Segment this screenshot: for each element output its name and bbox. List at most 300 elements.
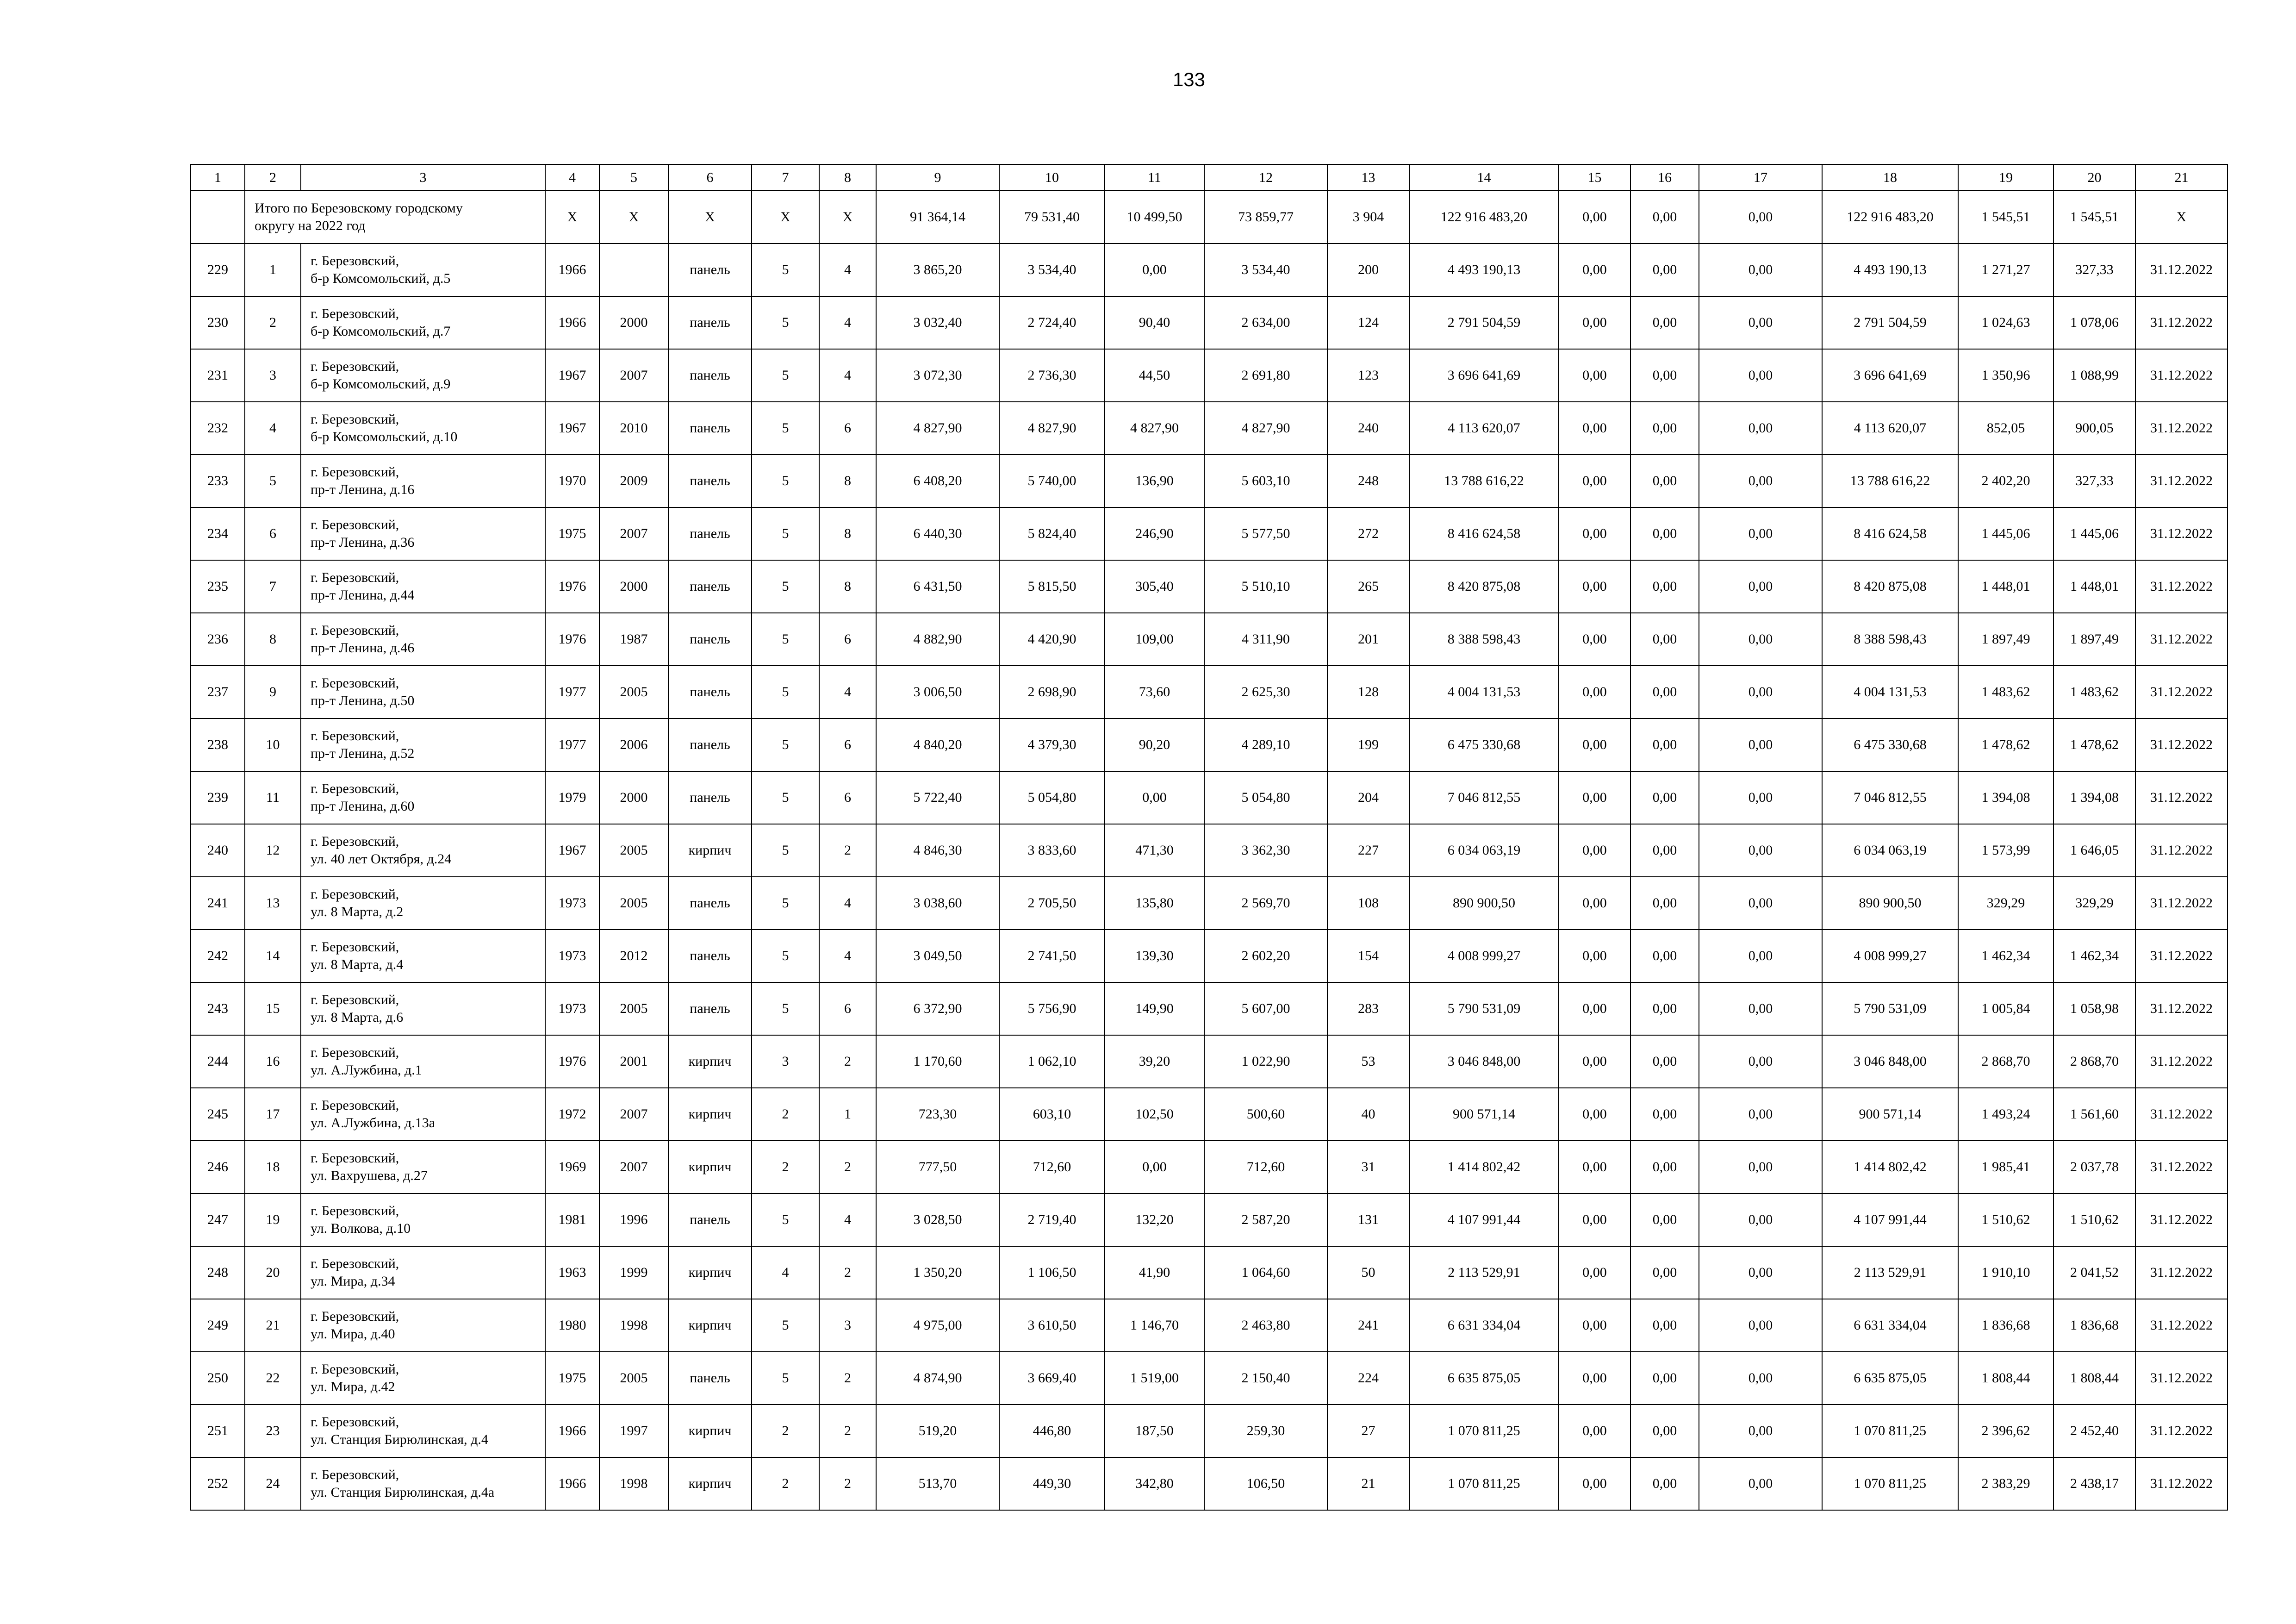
- address-street: ул. 40 лет Октября, д.24: [311, 851, 452, 867]
- table-cell: 852,05: [1958, 402, 2053, 455]
- table-cell: 4 107 991,44: [1822, 1193, 1958, 1246]
- address-city: г. Березовский,: [311, 623, 399, 638]
- column-header: 13: [1327, 164, 1409, 191]
- table-cell: 8 388 598,43: [1822, 613, 1958, 666]
- table-cell: 8: [819, 507, 876, 560]
- table-cell: 5 756,90: [999, 982, 1105, 1035]
- column-header: 8: [819, 164, 876, 191]
- table-cell: 890 900,50: [1409, 877, 1559, 930]
- address-city: г. Березовский,: [311, 1203, 399, 1218]
- table-cell: 1 350,96: [1958, 349, 2053, 402]
- table-cell: 0,00: [1559, 507, 1630, 560]
- table-cell: 1 493,24: [1958, 1088, 2053, 1141]
- table-cell: 204: [1327, 771, 1409, 824]
- table-cell: 5: [752, 718, 819, 771]
- table-row: [191, 666, 2228, 718]
- table-cell: 31.12.2022: [2135, 930, 2228, 982]
- table-cell: 154: [1327, 930, 1409, 982]
- address-cell: [301, 1193, 545, 1246]
- table-cell: 0,00: [1559, 296, 1630, 349]
- table-cell: 2 634,00: [1204, 296, 1327, 349]
- column-header: 9: [876, 164, 999, 191]
- table-cell: кирпич: [668, 1246, 752, 1299]
- table-cell: 3 669,40: [999, 1352, 1105, 1405]
- table-cell: 241: [1327, 1299, 1409, 1352]
- table-cell: 0,00: [1559, 666, 1630, 718]
- table-cell: 0,00: [1630, 244, 1699, 296]
- table-row: [191, 1299, 2228, 1352]
- table-cell: 2: [752, 1088, 819, 1141]
- table-cell: 0,00: [1105, 1141, 1204, 1193]
- table-cell: 1 022,90: [1204, 1035, 1327, 1088]
- table-cell: 3: [752, 1035, 819, 1088]
- row-number: 246: [191, 1141, 245, 1193]
- table-cell: 1 106,50: [999, 1246, 1105, 1299]
- table-cell: 2000: [599, 771, 668, 824]
- address-street: ул. 8 Марта, д.6: [311, 1010, 404, 1025]
- table-cell: 1 070 811,25: [1822, 1405, 1958, 1457]
- table-cell: панель: [668, 244, 752, 296]
- table-cell: 2 569,70: [1204, 877, 1327, 930]
- row-index: 2: [245, 296, 301, 349]
- total-label: [245, 191, 545, 244]
- address-cell: [301, 930, 545, 982]
- table-cell: 1966: [545, 1405, 599, 1457]
- table-cell: 1 448,01: [2053, 560, 2135, 613]
- table-cell: 1997: [599, 1405, 668, 1457]
- table-cell: 4: [819, 349, 876, 402]
- row-index: 22: [245, 1352, 301, 1405]
- page-number: 133: [1172, 69, 1206, 90]
- table-row: [191, 560, 2228, 613]
- table-cell: 0,00: [1699, 1457, 1822, 1510]
- table-cell: 1973: [545, 982, 599, 1035]
- table-cell: 2010: [599, 402, 668, 455]
- row-index: 20: [245, 1246, 301, 1299]
- table-cell: панель: [668, 402, 752, 455]
- row-number: 240: [191, 824, 245, 877]
- table-cell: 0,00: [1630, 718, 1699, 771]
- table-cell: 31.12.2022: [2135, 718, 2228, 771]
- table-cell: 5: [752, 349, 819, 402]
- address-city: г. Березовский,: [311, 464, 399, 480]
- address-city: г. Березовский,: [311, 1414, 399, 1430]
- table-cell: 4: [819, 666, 876, 718]
- table-cell: 0,00: [1559, 349, 1630, 402]
- table-cell: 123: [1327, 349, 1409, 402]
- address-street: пр-т Ленина, д.44: [311, 587, 415, 603]
- address-street: ул. Мира, д.40: [311, 1326, 395, 1342]
- address-street: пр-т Ленина, д.60: [311, 799, 415, 814]
- total-value: X: [2135, 191, 2228, 244]
- address-city: г. Березовский,: [311, 1098, 399, 1113]
- table-cell: 90,20: [1105, 718, 1204, 771]
- table-cell: 1 478,62: [1958, 718, 2053, 771]
- table-cell: панель: [668, 982, 752, 1035]
- table-cell: 342,80: [1105, 1457, 1204, 1510]
- table-cell: панель: [668, 930, 752, 982]
- table-cell: 31.12.2022: [2135, 666, 2228, 718]
- table-row: [191, 824, 2228, 877]
- table-cell: 1977: [545, 666, 599, 718]
- housing-table: [190, 164, 2228, 1511]
- row-number: 244: [191, 1035, 245, 1088]
- table-cell: 1 414 802,42: [1409, 1141, 1559, 1193]
- table-cell: 0,00: [1559, 560, 1630, 613]
- table-cell: 4 827,90: [876, 402, 999, 455]
- table-cell: 6: [819, 613, 876, 666]
- table-cell: 1 070 811,25: [1409, 1457, 1559, 1510]
- table-cell: [599, 244, 668, 296]
- table-cell: 0,00: [1630, 1246, 1699, 1299]
- table-cell: 0,00: [1559, 1352, 1630, 1405]
- table-cell: 6 440,30: [876, 507, 999, 560]
- table-cell: 1969: [545, 1141, 599, 1193]
- total-value: 1 545,51: [2053, 191, 2135, 244]
- table-cell: 1 445,06: [2053, 507, 2135, 560]
- total-value: X: [545, 191, 599, 244]
- table-cell: 5: [752, 244, 819, 296]
- table-cell: 2: [819, 1246, 876, 1299]
- table-cell: 5: [752, 824, 819, 877]
- row-number: 249: [191, 1299, 245, 1352]
- table-cell: панель: [668, 718, 752, 771]
- address-cell: [301, 1246, 545, 1299]
- table-cell: 1 271,27: [1958, 244, 2053, 296]
- table-cell: 4 827,90: [1204, 402, 1327, 455]
- table-cell: 2 041,52: [2053, 1246, 2135, 1299]
- table-cell: панель: [668, 507, 752, 560]
- table-cell: 199: [1327, 718, 1409, 771]
- table-cell: 5: [752, 877, 819, 930]
- table-cell: 8: [819, 560, 876, 613]
- table-row: [191, 613, 2228, 666]
- row-number: 245: [191, 1088, 245, 1141]
- row-index: 4: [245, 402, 301, 455]
- table-cell: 1 836,68: [2053, 1299, 2135, 1352]
- table-row: [191, 455, 2228, 507]
- table-cell: 4 289,10: [1204, 718, 1327, 771]
- table-cell: 1 897,49: [2053, 613, 2135, 666]
- table-cell: 5 054,80: [1204, 771, 1327, 824]
- row-number: 235: [191, 560, 245, 613]
- address-cell: [301, 244, 545, 296]
- table-cell: 3 534,40: [999, 244, 1105, 296]
- row-number: 233: [191, 455, 245, 507]
- address-street: ул. Станция Бирюлинская, д.4а: [311, 1485, 495, 1500]
- table-cell: 108: [1327, 877, 1409, 930]
- address-city: г. Березовский,: [311, 887, 399, 902]
- column-header: 11: [1105, 164, 1204, 191]
- table-row: [191, 1141, 2228, 1193]
- table-cell: 2 113 529,91: [1822, 1246, 1958, 1299]
- table-cell: 1973: [545, 877, 599, 930]
- row-number: 252: [191, 1457, 245, 1510]
- table-cell: 1 394,08: [1958, 771, 2053, 824]
- table-cell: 4: [819, 296, 876, 349]
- row-index: 17: [245, 1088, 301, 1141]
- table-cell: 0,00: [1630, 771, 1699, 824]
- row-number: 234: [191, 507, 245, 560]
- row-number: 247: [191, 1193, 245, 1246]
- table-cell: 31.12.2022: [2135, 771, 2228, 824]
- table-cell: панель: [668, 877, 752, 930]
- table-cell: 5 790 531,09: [1822, 982, 1958, 1035]
- address-cell: [301, 296, 545, 349]
- table-cell: 1970: [545, 455, 599, 507]
- table-cell: 0,00: [1559, 824, 1630, 877]
- table-cell: 0,00: [1630, 982, 1699, 1035]
- address-street: ул. Вахрушева, д.27: [311, 1168, 428, 1183]
- table-cell: кирпич: [668, 1457, 752, 1510]
- table-cell: 723,30: [876, 1088, 999, 1141]
- table-cell: 1 519,00: [1105, 1352, 1204, 1405]
- total-value: 73 859,77: [1204, 191, 1327, 244]
- total-value: 0,00: [1630, 191, 1699, 244]
- row-number: 250: [191, 1352, 245, 1405]
- address-street: пр-т Ленина, д.50: [311, 693, 415, 708]
- table-cell: 2 736,30: [999, 349, 1105, 402]
- table-cell: 0,00: [1559, 1405, 1630, 1457]
- table-cell: 1 910,10: [1958, 1246, 2053, 1299]
- table-cell: 0,00: [1559, 1193, 1630, 1246]
- table-cell: 1963: [545, 1246, 599, 1299]
- table-cell: 0,00: [1699, 1035, 1822, 1088]
- table-cell: 4 311,90: [1204, 613, 1327, 666]
- row-number: 232: [191, 402, 245, 455]
- row-number: 243: [191, 982, 245, 1035]
- table-row: [191, 402, 2228, 455]
- table-cell: 0,00: [1699, 455, 1822, 507]
- table-cell: 2000: [599, 560, 668, 613]
- table-cell: 8: [819, 455, 876, 507]
- table-cell: 44,50: [1105, 349, 1204, 402]
- row-index: 14: [245, 930, 301, 982]
- table-cell: 240: [1327, 402, 1409, 455]
- table-cell: 6: [819, 402, 876, 455]
- table-cell: 0,00: [1559, 771, 1630, 824]
- table-cell: 2 037,78: [2053, 1141, 2135, 1193]
- table-cell: 7 046 812,55: [1822, 771, 1958, 824]
- table-cell: панель: [668, 296, 752, 349]
- table-cell: 1987: [599, 613, 668, 666]
- row-index: 24: [245, 1457, 301, 1510]
- column-header: 19: [1958, 164, 2053, 191]
- table-cell: 31.12.2022: [2135, 1088, 2228, 1141]
- address-street: ул. Волкова, д.10: [311, 1221, 411, 1236]
- table-cell: 3 028,50: [876, 1193, 999, 1246]
- table-cell: 0,00: [1630, 1193, 1699, 1246]
- table-cell: 2: [819, 1141, 876, 1193]
- table-cell: панель: [668, 455, 752, 507]
- table-cell: 0,00: [1630, 1088, 1699, 1141]
- table-cell: 0,00: [1699, 296, 1822, 349]
- row-number: 230: [191, 296, 245, 349]
- table-cell: 712,60: [999, 1141, 1105, 1193]
- address-street: пр-т Ленина, д.16: [311, 482, 415, 497]
- table-cell: 106,50: [1204, 1457, 1327, 1510]
- table-cell: 2 113 529,91: [1409, 1246, 1559, 1299]
- table-cell: 1 394,08: [2053, 771, 2135, 824]
- table-cell: 5: [752, 1299, 819, 1352]
- row-index: 7: [245, 560, 301, 613]
- table-cell: 1 483,62: [2053, 666, 2135, 718]
- table-cell: 31.12.2022: [2135, 244, 2228, 296]
- table-cell: 4 008 999,27: [1822, 930, 1958, 982]
- row-index: 23: [245, 1405, 301, 1457]
- table-cell: 283: [1327, 982, 1409, 1035]
- table-cell: 6: [819, 718, 876, 771]
- table-cell: панель: [668, 666, 752, 718]
- table-cell: 31.12.2022: [2135, 507, 2228, 560]
- row-index: 18: [245, 1141, 301, 1193]
- table-cell: 8 420 875,08: [1822, 560, 1958, 613]
- total-value: 122 916 483,20: [1822, 191, 1958, 244]
- table-cell: 265: [1327, 560, 1409, 613]
- table-cell: 31.12.2022: [2135, 402, 2228, 455]
- table-cell: 2 396,62: [1958, 1405, 2053, 1457]
- table-cell: 3 072,30: [876, 349, 999, 402]
- address-street: ул. А.Лужбина, д.1: [311, 1062, 422, 1078]
- table-cell: 1972: [545, 1088, 599, 1141]
- row-index: 12: [245, 824, 301, 877]
- table-cell: 31.12.2022: [2135, 1246, 2228, 1299]
- table-cell: панель: [668, 560, 752, 613]
- table-cell: 1975: [545, 507, 599, 560]
- table-cell: 31.12.2022: [2135, 1352, 2228, 1405]
- table-cell: 2 719,40: [999, 1193, 1105, 1246]
- table-cell: 5: [752, 771, 819, 824]
- table-cell: 446,80: [999, 1405, 1105, 1457]
- table-cell: 3 006,50: [876, 666, 999, 718]
- table-cell: 31.12.2022: [2135, 982, 2228, 1035]
- table-cell: 5: [752, 507, 819, 560]
- table-cell: 4 493 190,13: [1409, 244, 1559, 296]
- table-cell: 5: [752, 1193, 819, 1246]
- row-number: 251: [191, 1405, 245, 1457]
- table-cell: 40: [1327, 1088, 1409, 1141]
- table-cell: 3 610,50: [999, 1299, 1105, 1352]
- table-cell: 0,00: [1630, 824, 1699, 877]
- table-row: [191, 1405, 2228, 1457]
- table-cell: 329,29: [2053, 877, 2135, 930]
- table-cell: 0,00: [1699, 1246, 1822, 1299]
- table-cell: 2 868,70: [2053, 1035, 2135, 1088]
- row-number: 242: [191, 930, 245, 982]
- table-cell: 1 445,06: [1958, 507, 2053, 560]
- table-cell: 2007: [599, 1088, 668, 1141]
- table-cell: 0,00: [1699, 771, 1822, 824]
- table-cell: 1 478,62: [2053, 718, 2135, 771]
- address-cell: [301, 507, 545, 560]
- table-cell: 5 815,50: [999, 560, 1105, 613]
- table-cell: 0,00: [1699, 613, 1822, 666]
- total-value: 10 499,50: [1105, 191, 1204, 244]
- total-row: [191, 191, 2228, 244]
- table-cell: 2 791 504,59: [1409, 296, 1559, 349]
- address-street: пр-т Ленина, д.36: [311, 535, 415, 550]
- row-index: 1: [245, 244, 301, 296]
- column-header: 15: [1559, 164, 1630, 191]
- address-cell: [301, 982, 545, 1035]
- table-cell: 4 882,90: [876, 613, 999, 666]
- table-cell: 4: [819, 877, 876, 930]
- table-cell: 1 808,44: [1958, 1352, 2053, 1405]
- table-row: [191, 1088, 2228, 1141]
- table-cell: 50: [1327, 1246, 1409, 1299]
- table-cell: 900 571,14: [1822, 1088, 1958, 1141]
- table-row: [191, 296, 2228, 349]
- row-index: 11: [245, 771, 301, 824]
- table-cell: 4 975,00: [876, 1299, 999, 1352]
- table-cell: 1977: [545, 718, 599, 771]
- table-cell: 5: [752, 455, 819, 507]
- table-cell: 0,00: [1699, 1088, 1822, 1141]
- table-cell: 0,00: [1630, 455, 1699, 507]
- table-cell: 272: [1327, 507, 1409, 560]
- table-cell: 0,00: [1559, 1088, 1630, 1141]
- column-header: 2: [245, 164, 301, 191]
- table-cell: 53: [1327, 1035, 1409, 1088]
- table-cell: 6 431,50: [876, 560, 999, 613]
- table-cell: 1967: [545, 824, 599, 877]
- table-cell: 5: [752, 402, 819, 455]
- address-city: г. Березовский,: [311, 1467, 399, 1482]
- table-cell: 1 836,68: [1958, 1299, 2053, 1352]
- table-cell: 0,00: [1699, 1405, 1822, 1457]
- table-cell: 0,00: [1630, 1141, 1699, 1193]
- row-number: 237: [191, 666, 245, 718]
- address-cell: [301, 1405, 545, 1457]
- address-cell: [301, 1088, 545, 1141]
- table-cell: кирпич: [668, 1035, 752, 1088]
- table-cell: 1998: [599, 1457, 668, 1510]
- total-value: X: [668, 191, 752, 244]
- total-value: X: [752, 191, 819, 244]
- table-cell: 0,00: [1699, 349, 1822, 402]
- address-cell: [301, 1299, 545, 1352]
- table-cell: 1966: [545, 296, 599, 349]
- table-cell: 890 900,50: [1822, 877, 1958, 930]
- address-cell: [301, 718, 545, 771]
- table-cell: 1 414 802,42: [1822, 1141, 1958, 1193]
- table-cell: 0,00: [1559, 718, 1630, 771]
- table-cell: 246,90: [1105, 507, 1204, 560]
- table-cell: 0,00: [1630, 877, 1699, 930]
- address-city: г. Березовский,: [311, 359, 399, 374]
- row-index: 16: [245, 1035, 301, 1088]
- table-cell: 2 791 504,59: [1822, 296, 1958, 349]
- table-cell: 136,90: [1105, 455, 1204, 507]
- table-cell: 0,00: [1559, 455, 1630, 507]
- address-city: г. Березовский,: [311, 1309, 399, 1324]
- table-cell: 449,30: [999, 1457, 1105, 1510]
- table-cell: 149,90: [1105, 982, 1204, 1035]
- table-cell: 2: [819, 824, 876, 877]
- table-cell: 3 362,30: [1204, 824, 1327, 877]
- table-cell: 2: [752, 1457, 819, 1510]
- table-cell: 2 383,29: [1958, 1457, 2053, 1510]
- table-cell: 0,00: [1559, 930, 1630, 982]
- address-city: г. Березовский,: [311, 412, 399, 427]
- table-cell: 200: [1327, 244, 1409, 296]
- row-number: 231: [191, 349, 245, 402]
- table-cell: 8 416 624,58: [1409, 507, 1559, 560]
- table-cell: 1 510,62: [1958, 1193, 2053, 1246]
- table-cell: 0,00: [1699, 982, 1822, 1035]
- column-header: 12: [1204, 164, 1327, 191]
- address-cell: [301, 771, 545, 824]
